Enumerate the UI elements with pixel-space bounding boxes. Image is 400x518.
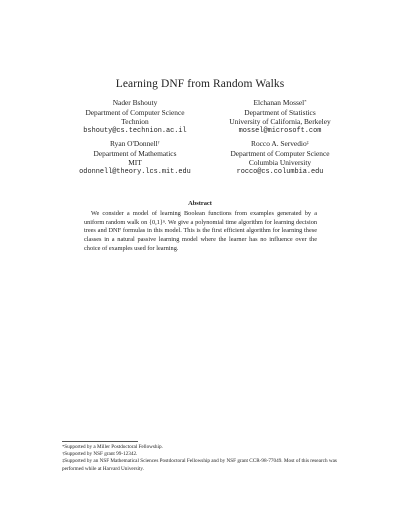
author-name: Rocco A. Servedio‡: [251, 139, 309, 148]
author-block: [205, 98, 355, 136]
author-email: bshouty@cs.technion.ac.il: [83, 126, 187, 135]
abstract-heading: Abstract: [188, 200, 212, 207]
author-name: Elchanan Mossel*: [253, 98, 307, 107]
author-email: mossel@microsoft.com: [238, 126, 322, 135]
author-email: rocco@cs.columbia.edu: [236, 167, 324, 176]
author-institution: MIT: [128, 158, 142, 168]
author-block: [60, 98, 210, 136]
abstract-text: We consider a model of learning Boolean functions from examples generated by a uniform random walk on {0,1}ⁿ. We give a polynomial time algorithm for learning decision trees and DNF formulas in this model. This is the first efficient algorithm for learning these classes in a natural passive learning model where the learner has no influence over the choice of examples used for learning.: [84, 210, 317, 252]
author-institution: University of California, Berkeley: [229, 117, 331, 127]
author-email: odonnell@theory.lcs.mit.edu: [79, 167, 191, 176]
author-name: Ryan O'Donnell†: [110, 139, 160, 148]
author-block: [205, 139, 355, 177]
author-department: Department of Computer Science: [230, 148, 330, 158]
footnotes: [62, 444, 340, 473]
footnote-rule: [62, 441, 138, 442]
footnote: *Supported by a Miller Postdoctoral Fellowship.: [62, 444, 163, 450]
footnote: †Supported by NSF grant 99-12342.: [62, 451, 138, 458]
author-institution: Technion: [121, 117, 149, 127]
footnote: ‡Supported by an NSF Mathematical Sciences Postdoctoral Fellowship and by NSF grant CCR-98-77049. Most of this research was performed while at Harvard University.: [62, 458, 337, 472]
author-department: Department of Computer Science: [85, 107, 185, 117]
author-block: [60, 139, 210, 177]
author-name: Nader Bshouty: [112, 98, 158, 107]
author-department: Department of Statistics: [244, 107, 316, 117]
author-department: Department of Mathematics: [93, 148, 177, 158]
author-institution: Columbia University: [248, 158, 312, 168]
paper-title: Learning DNF from Random Walks: [115, 78, 285, 90]
